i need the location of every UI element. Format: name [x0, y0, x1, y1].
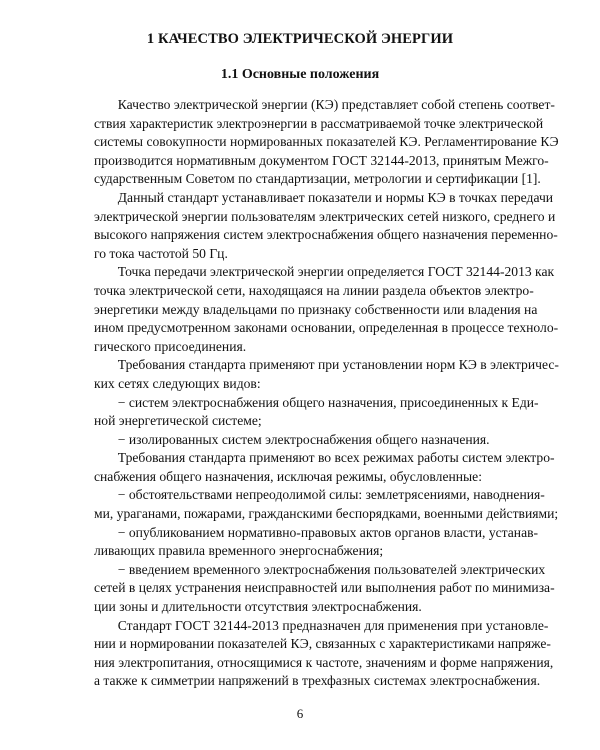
text-line: Стандарт ГОСТ 32144-2013 предназначен для применения при установле-: [94, 617, 549, 633]
paragraph: [94, 394, 539, 431]
text-line: энергетики между владельцами по признаку собственности или владения на: [94, 301, 538, 317]
text-line: системы совокупности нормированных показателей КЭ. Регламентирование КЭ: [94, 134, 559, 150]
paragraph: [94, 449, 555, 486]
text-line: сударственным Советом по стандартизации, метрологии и сертификации [1].: [94, 171, 541, 187]
text-line: а также к симметрии напряжений в трехфазных системах электроснабжения.: [94, 673, 541, 689]
text-line: ми, ураганами, пожарами, гражданскими беспорядками, военными действиями;: [94, 506, 559, 522]
paragraph: [94, 561, 555, 617]
text-line: го тока частотой 50 Гц.: [94, 245, 228, 261]
text-line: нии и нормировании показателей КЭ, связанных с характеристиками напряже-: [94, 636, 551, 652]
text-line: Качество электрической энергии (КЭ) представляет собой степень соответ-: [94, 97, 555, 112]
text-line: высокого напряжения систем электроснабжения общего назначения переменно-: [94, 227, 558, 243]
text-line: ции зоны и длительности отсутствия электроснабжения.: [94, 599, 422, 615]
paragraph: [94, 431, 527, 450]
text-line: Требования стандарта применяют во всех режимах работы систем электро-: [94, 450, 555, 466]
text-line: точка электрической сети, находящаяся на линии раздела объектов электро-: [94, 282, 534, 298]
paragraph: [94, 96, 559, 189]
text-line: − введением временного электроснабжения пользователей электрических: [94, 561, 546, 577]
paragraph: [94, 617, 554, 691]
text-line: производится нормативным документом ГОСТ 32144-2013, принятым Межго-: [94, 152, 549, 168]
paragraph: [94, 486, 559, 523]
text-line: − опубликованием нормативно-правовых актов органов власти, устанав-: [94, 524, 539, 540]
text-line: − изолированных систем электроснабжения общего назначения.: [94, 431, 490, 447]
text-line: ния электропитания, относящимися к частоте, значениям и форме напряжения,: [94, 654, 554, 670]
document-body: [94, 96, 559, 691]
text-line: − систем электроснабжения общего назначения, присоединенных к Еди-: [94, 394, 539, 410]
chapter-title: 1 КАЧЕСТВО ЭЛЕКТРИЧЕСКОЙ ЭНЕРГИИ: [146, 31, 454, 47]
text-line: Точка передачи электрической энергии определяется ГОСТ 32144-2013 как: [94, 264, 555, 280]
text-line: ливающих правила временного энергоснабжения;: [94, 543, 384, 559]
section-title: 1.1 Основные положения: [220, 67, 380, 82]
text-line: ствия характеристик электроэнергии в рассматриваемой точке электрической: [94, 115, 544, 131]
text-line: Данный стандарт устанавливает показатели и нормы КЭ в точках передачи: [94, 189, 554, 205]
paragraph: [94, 524, 539, 561]
paragraph: [94, 356, 559, 393]
text-line: ной энергетической системе;: [94, 413, 262, 429]
paragraph: [94, 263, 559, 356]
text-line: ином предусмотренном законами основании, определенная в процессе техноло-: [94, 320, 559, 336]
paragraph: [94, 189, 558, 263]
text-line: электрической энергии пользователям электрических сетей низкого, среднего и: [94, 208, 556, 224]
text-line: сетей в целях устранения неисправностей или выполнения работ по минимиза-: [94, 580, 555, 596]
text-line: гического присоединения.: [94, 338, 247, 354]
page-number: 6: [296, 706, 304, 721]
text-line: ких сетях следующих видов:: [94, 375, 261, 391]
text-line: Требования стандарта применяют при установлении норм КЭ в электричес-: [94, 357, 559, 373]
text-line: снабжения общего назначения, исключая режимы, обусловленные:: [94, 468, 482, 484]
text-line: − обстоятельствами непреодолимой силы: землетрясениями, наводнения-: [94, 487, 545, 503]
